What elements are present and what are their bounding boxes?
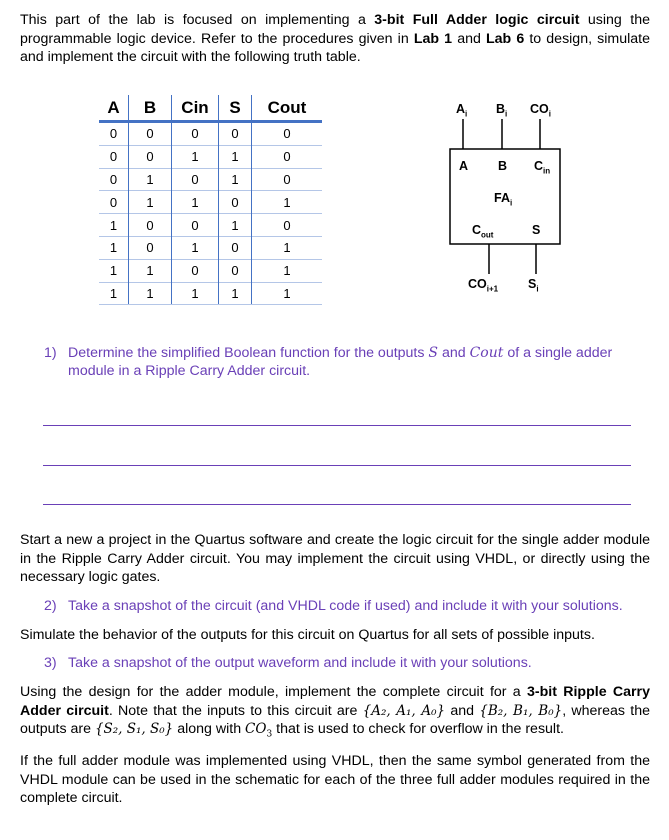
table-cell: 1 [219, 168, 252, 191]
header-s: S [219, 95, 252, 122]
port-a: A [459, 159, 469, 173]
header-a: A [99, 95, 129, 122]
co3: $CO_3$ [245, 721, 273, 740]
table-cell: 0 [219, 236, 252, 259]
port-s: S [532, 223, 541, 237]
table-cell: 1 [252, 191, 323, 214]
label-ai: $A_i$ [456, 102, 468, 119]
set-b: {B₂, B₁, B₀} [479, 702, 563, 719]
table-row [99, 145, 322, 168]
table-cell: 0 [172, 122, 219, 146]
table-cell: 1 [129, 282, 172, 305]
table-cell: 0 [129, 145, 172, 168]
answer-line-3[interactable] [43, 504, 631, 505]
intro-paragraph: This part of the lab is focused on implementing a 3-bit Full Adder logic circuit using the programmable logic device. Refer to the procedures given in Lab 1 and Lab 6 to design, simulate and implement the circuit with the following truth table. [20, 12, 650, 66]
truth-table [99, 95, 322, 305]
simulate-paragraph: Simulate the behavior of the outputs for this circuit on Quartus for all sets of possible inputs. [20, 627, 595, 643]
table-row [99, 191, 322, 214]
port-cin: $C_{in}$ [534, 159, 551, 176]
ripple-bold: 3-bit Ripple Carry Adder circuit [20, 684, 650, 719]
answer-line-1[interactable] [43, 425, 631, 426]
table-cell: 1 [99, 236, 129, 259]
table-cell: 1 [219, 282, 252, 305]
table-cell: 1 [129, 191, 172, 214]
label-coi1: $CO_{i+1}$ [468, 277, 499, 294]
table-row [99, 122, 322, 146]
table-row [99, 259, 322, 282]
intro-bold-circuit: 3-bit Full Adder logic circuit [374, 12, 580, 28]
table-cell: 0 [99, 191, 129, 214]
table-cell: 1 [99, 214, 129, 237]
answer-line-2[interactable] [43, 465, 631, 466]
table-cell: 0 [252, 122, 323, 146]
table-cell: 0 [172, 259, 219, 282]
table-cell: 0 [99, 145, 129, 168]
table-cell: 1 [172, 145, 219, 168]
table-cell: 0 [219, 259, 252, 282]
table-cell: 1 [252, 282, 323, 305]
set-a: {A₂, A₁, A₀} [362, 702, 446, 719]
table-cell: 1 [219, 145, 252, 168]
header-b: B [129, 95, 172, 122]
table-row [99, 168, 322, 191]
table-row [99, 282, 322, 305]
ripple-paragraph: Using the design for the adder module, implement the complete circuit for a 3-bit Ripple Carry Adder circuit. Note that the inputs to this circuit are {A₂, A₁, A₀} and {B₂, B₁, B₀}, whereas the outputs are {S₂, S₁, S₀} along with $CO_3$ that is used to check for overflow in the result. [20, 684, 650, 740]
question-1-text: Determine the simplified Boolean function for the outputs S and Cout of a single adder module in a Ripple Carry Adder circuit. [68, 345, 613, 379]
header-cin: Cin [172, 95, 219, 122]
table-cell: 1 [219, 214, 252, 237]
table-cell: 0 [129, 214, 172, 237]
var-s: S [428, 345, 439, 361]
table-cell: 0 [219, 191, 252, 214]
label-bi: $B_i$ [496, 102, 508, 119]
question-2: 2) Take a snapshot of the circuit (and VHDL code if used) and include it with your solutions. [44, 598, 623, 614]
table-cell: 1 [252, 259, 323, 282]
block-label-fai: $FA_i$ [494, 191, 513, 208]
label-si: $S_i$ [528, 277, 539, 294]
table-cell: 0 [172, 168, 219, 191]
table-cell: 0 [109, 126, 118, 142]
label-coi: $CO_i$ [530, 102, 551, 119]
table-cell: 0 [129, 122, 172, 146]
table-cell: 0 [252, 145, 323, 168]
intro-bold-lab1: Lab 1 [413, 30, 453, 47]
table-row [99, 214, 322, 237]
vhdl-paragraph: If the full adder module was implemented using VHDL, then the same symbol generated from the VHDL module can be used in the schematic for each of the three full adder modules required in the complete circuit. [20, 753, 650, 807]
table-cell: 1 [129, 259, 172, 282]
question-3: 3) Take a snapshot of the output waveform and include it with your solutions. [44, 655, 532, 671]
table-cell: 0 [172, 214, 219, 237]
question-1 [44, 344, 649, 380]
table-cell: 1 [99, 282, 129, 305]
table-cell: 0 [219, 122, 252, 146]
question-1-number: 1) [44, 345, 57, 361]
header-cout: Cout [252, 95, 323, 122]
table-cell: 0 [99, 168, 129, 191]
table-cell: 1 [172, 236, 219, 259]
truth-table-header-row [99, 95, 322, 122]
table-cell: 1 [172, 191, 219, 214]
set-s: {S₂, S₁, S₀} [94, 721, 174, 738]
table-row [99, 236, 322, 259]
quartus-paragraph: Start a new a project in the Quartus software and create the logic circuit for the single adder module in the Ripple Carry Adder circuit. You may implement the circuit using VHDL, or directly using the necessary logic gates. [20, 532, 650, 586]
port-b: B [498, 159, 508, 173]
var-cout: Cout [469, 345, 504, 361]
port-cout: $C_{out}$ [472, 223, 494, 240]
intro-bold-lab6: Lab 6 [485, 30, 525, 47]
table-cell: 0 [129, 236, 172, 259]
table-cell: 1 [172, 282, 219, 305]
table-cell: 1 [252, 236, 323, 259]
table-cell: 1 [129, 168, 172, 191]
table-cell: 0 [252, 168, 323, 191]
table-cell: 0 [252, 214, 323, 237]
table-cell: 1 [99, 259, 129, 282]
